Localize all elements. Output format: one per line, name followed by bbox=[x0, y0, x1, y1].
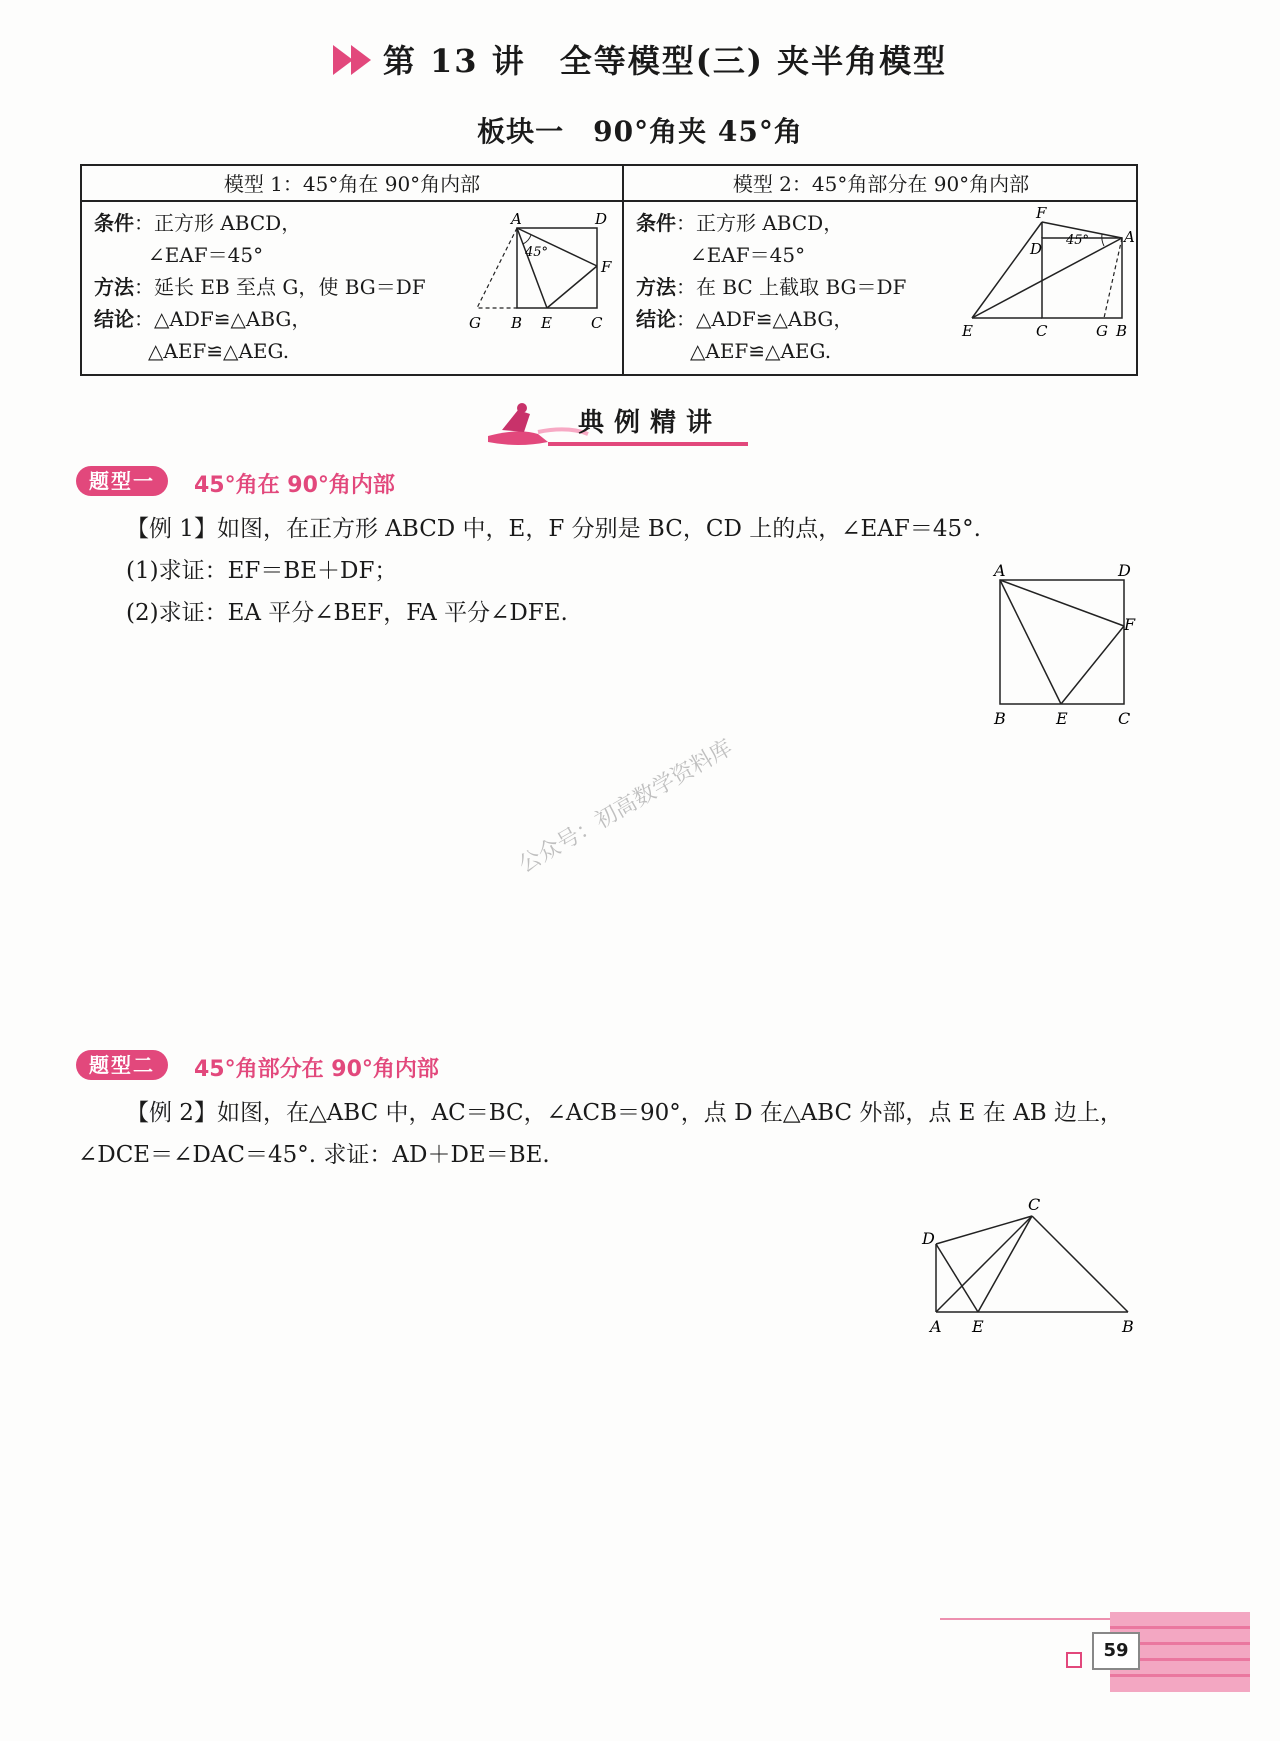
point-label: E bbox=[541, 314, 552, 332]
point-label: C bbox=[1036, 322, 1048, 340]
point-label: F bbox=[1124, 615, 1136, 634]
model1-heading: 模型 1：45°角在 90°角内部 bbox=[223, 172, 481, 196]
type1-tag: 题型一 bbox=[76, 466, 168, 496]
point-label: C bbox=[591, 314, 603, 332]
banner-title: 典例精讲 bbox=[578, 408, 723, 438]
point-label: B bbox=[1116, 322, 1128, 340]
model1-line: 结论：△ADF≌△ABG， bbox=[94, 307, 312, 331]
model2-line: ∠EAF＝45° bbox=[690, 243, 806, 267]
model2-line: 结论：△ADF≌△ABG， bbox=[636, 307, 854, 331]
example2-line2: ∠DCE＝∠DAC＝45°. 求证：AD＋DE＝BE. bbox=[78, 1142, 550, 1168]
point-label: A bbox=[930, 1317, 942, 1336]
point-label: B bbox=[1122, 1317, 1134, 1336]
example2-figure bbox=[916, 1194, 1142, 1338]
section-title: 板块一 90°角夹 45°角 bbox=[477, 115, 803, 148]
double-arrow-icon bbox=[333, 43, 377, 85]
point-label: A bbox=[994, 561, 1006, 580]
lecture-title: 第 13 讲 全等模型(三) 夹半角模型 bbox=[0, 36, 1280, 85]
point-label: D bbox=[1118, 561, 1131, 580]
point-label: A bbox=[511, 210, 522, 228]
example1-intro: 【例 1】如图，在正方形 ABCD 中，E，F 分别是 BC，CD 上的点，∠EAF＝45°. bbox=[126, 516, 981, 542]
point-label: G bbox=[1096, 322, 1108, 340]
point-label: D bbox=[1030, 240, 1043, 258]
model1-line: 方法：延长 EB 至点 G，使 BG＝DF bbox=[94, 275, 426, 299]
model1-line: △AEF≌△AEG. bbox=[148, 339, 290, 363]
point-label: E bbox=[962, 322, 973, 340]
example1-q2: (2)求证：EA 平分∠BEF，FA 平分∠DFE. bbox=[126, 600, 568, 626]
example1-figure bbox=[984, 558, 1134, 730]
small-square-icon bbox=[1066, 1652, 1082, 1668]
model2-line: △AEF≌△AEG. bbox=[690, 339, 832, 363]
point-label: A bbox=[1124, 228, 1135, 246]
model2-figure bbox=[962, 202, 1135, 342]
example2-line1: 【例 2】如图，在△ABC 中，AC＝BC，∠ACB＝90°，点 D 在△ABC 外部，点 E 在 AB 边上， bbox=[126, 1100, 1123, 1126]
point-label: E bbox=[972, 1317, 984, 1336]
model1-figure bbox=[467, 204, 617, 334]
point-label: G bbox=[469, 314, 481, 332]
point-label: D bbox=[922, 1229, 935, 1248]
model-table bbox=[80, 164, 1138, 376]
angle-label: 45° bbox=[525, 245, 549, 260]
point-label: D bbox=[595, 210, 608, 228]
point-label: C bbox=[1118, 709, 1131, 728]
model2-line: 方法：在 BC 上截取 BG＝DF bbox=[636, 275, 907, 299]
type2-label: 45°角部分在 90°角内部 bbox=[194, 1057, 439, 1082]
model2-heading: 模型 2：45°角部分在 90°角内部 bbox=[732, 172, 1030, 196]
watermark: 公众号：初高数学资料库 bbox=[514, 735, 737, 879]
model1-line: ∠EAF＝45° bbox=[148, 243, 264, 267]
model1-line: 条件：正方形 ABCD， bbox=[94, 211, 302, 235]
example1-q1: (1)求证：EF＝BE＋DF； bbox=[126, 558, 398, 584]
model2-line: 条件：正方形 ABCD， bbox=[636, 211, 844, 235]
point-label: B bbox=[994, 709, 1006, 728]
point-label: E bbox=[1056, 709, 1068, 728]
point-label: F bbox=[1036, 204, 1047, 222]
type1-label: 45°角在 90°角内部 bbox=[194, 473, 395, 498]
angle-label: 45° bbox=[1066, 233, 1090, 248]
type2-tag: 题型二 bbox=[76, 1050, 168, 1080]
point-label: F bbox=[601, 258, 612, 276]
page-number: 59 bbox=[1092, 1632, 1140, 1670]
point-label: C bbox=[1028, 1195, 1041, 1214]
point-label: B bbox=[511, 314, 523, 332]
